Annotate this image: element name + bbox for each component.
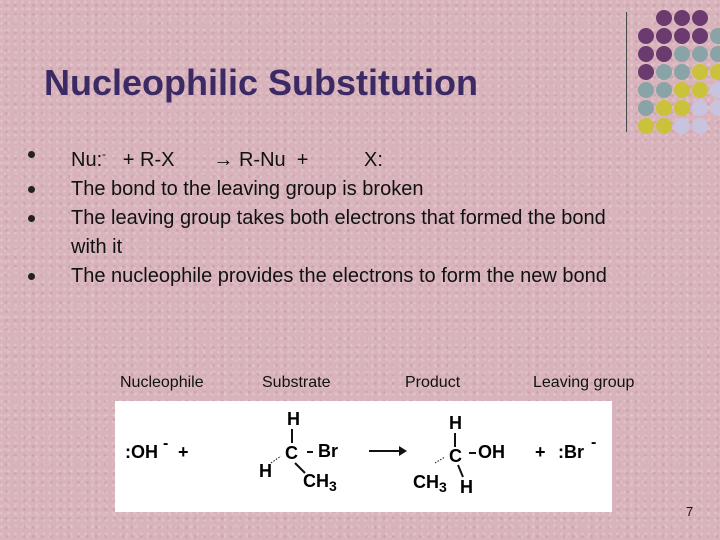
bullet-item: [28, 262, 628, 291]
plus-sign: +: [178, 442, 189, 462]
decor-dot: [692, 10, 708, 26]
decor-dot: [638, 100, 654, 116]
decor-dot: [710, 46, 720, 62]
decor-dot: [638, 82, 654, 98]
plus-sign: +: [296, 149, 309, 171]
bullet-item-equation: [28, 140, 628, 175]
plus-sign: +: [122, 149, 135, 171]
decor-dot: [692, 46, 708, 62]
label-nucleophile: Nucleophile: [120, 374, 204, 391]
hashed-bond: [271, 456, 281, 463]
nucleophile-charge: -: [163, 435, 169, 452]
decor-dot: [692, 82, 708, 98]
arrow-icon: →: [213, 149, 234, 171]
product-oh: OH: [478, 442, 505, 462]
bullet-marker: [28, 273, 35, 280]
decor-dot-grid: [638, 10, 720, 134]
decor-dot: [656, 46, 672, 62]
label-substrate: Substrate: [262, 374, 331, 391]
bond-line: [458, 465, 463, 477]
substrate-carbon: C: [285, 443, 298, 463]
decor-dot: [674, 82, 690, 98]
decor-divider: [626, 12, 627, 132]
reaction-arrowhead-icon: [399, 446, 407, 456]
leaving-group-symbol: X:: [364, 149, 383, 171]
bullet-item: [28, 204, 628, 262]
product-h-top: H: [449, 413, 462, 433]
decor-dot: [638, 28, 654, 44]
bullet-text: The bond to the leaving group is broken: [71, 178, 424, 200]
decor-dot: [674, 118, 690, 134]
nucleophile-symbol: Nu:: [71, 149, 103, 171]
decor-dot: [692, 64, 708, 80]
decor-dot: [674, 46, 690, 62]
bullet-marker: [28, 186, 35, 193]
product-symbol: R-Nu: [238, 149, 286, 171]
decor-dot: [674, 10, 690, 26]
decor-dot: [656, 82, 672, 98]
bullet-marker: [28, 151, 35, 158]
decor-dot: [710, 28, 720, 44]
decor-dot: [710, 82, 720, 98]
decor-dot: [692, 100, 708, 116]
slide-title: Nucleophilic Substitution: [44, 62, 478, 103]
leaving-group-charge: -: [591, 434, 597, 451]
decor-dot: [674, 100, 690, 116]
leaving-group-br: :Br: [558, 442, 584, 462]
decor-dot: [638, 64, 654, 80]
product-ch3: $CH_3$: [413, 472, 447, 495]
bullet-text: The nucleophile provides the electrons to form the new bond: [71, 265, 607, 287]
decor-dot: [656, 100, 672, 116]
decor-dot: [638, 46, 654, 62]
decor-dot: [692, 28, 708, 44]
decor-dot: [674, 64, 690, 80]
diagram-labels: [0, 374, 720, 396]
reaction-equation: [71, 140, 628, 175]
decor-dot: [710, 100, 720, 116]
decor-dot: [692, 118, 708, 134]
decor-dot: [656, 118, 672, 134]
decor-dot: [656, 28, 672, 44]
decor-dot: [656, 10, 672, 26]
decor-dot: [656, 64, 672, 80]
substrate-h-left: H: [259, 461, 272, 481]
label-leaving-group: Leaving group: [533, 374, 635, 391]
decor-dot: [674, 28, 690, 44]
bullet-list: [28, 140, 628, 291]
decor-dot: [638, 118, 654, 134]
label-product: Product: [405, 374, 461, 391]
reaction-diagram: [115, 401, 612, 512]
bullet-item: [28, 175, 628, 204]
hashed-bond: [435, 457, 445, 463]
nucleophile-charge: -: [102, 147, 107, 161]
product-carbon: C: [449, 446, 462, 466]
substrate-h-top: H: [287, 409, 300, 429]
substrate-symbol: R-X: [140, 149, 175, 171]
substrate-br: Br: [318, 441, 339, 461]
nucleophile-oh: :OH: [125, 442, 158, 462]
decor-dot: [710, 64, 720, 80]
substrate-ch3: $CH_3$: [303, 471, 337, 494]
bullet-text: The leaving group takes both electrons that formed the bond with it: [71, 207, 606, 258]
bullet-marker: [28, 215, 35, 222]
plus-sign: +: [535, 442, 546, 462]
page-number: 7: [686, 504, 694, 519]
product-h-bottom: H: [460, 477, 473, 497]
